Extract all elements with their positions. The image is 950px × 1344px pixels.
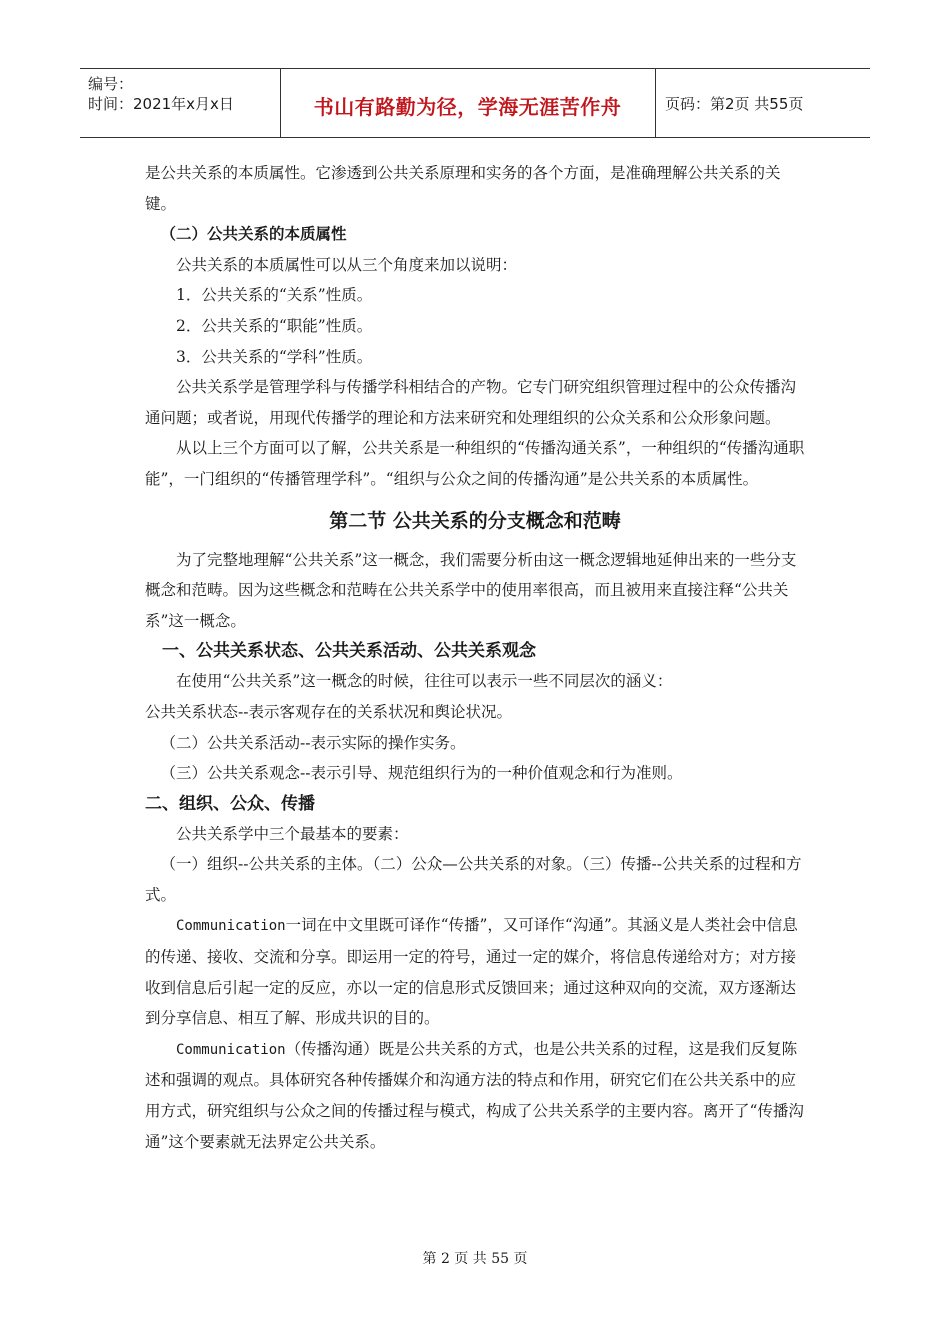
document-body xyxy=(145,158,805,1157)
header-page-label: 页码：第2页 共55页 xyxy=(665,95,804,113)
header-divider xyxy=(655,69,656,137)
paragraph-text: 一词在中文里既可译作“传播”，又可译作“沟通”。其涵义是人类社会中信息的传递、接收、交流和分享。即运用一定的符号，通过一定的媒介，将信息传递给对方；对方接收到信息后引起一定的反应，亦以一定的信息形式反馈回来；通过这种双向的交流，双方逐渐达到分享信息、相互了解、形成共识的目的。 xyxy=(145,916,798,1028)
english-term: Communication xyxy=(176,918,286,935)
paragraph: （三）公共关系观念--表示引导、规范组织行为的一种价值观念和行为准则。 xyxy=(160,764,683,783)
paragraph: 公共关系状态--表示客观存在的关系状况和舆论状况。 xyxy=(145,702,512,721)
paragraph: 公共关系学中三个最基本的要素： xyxy=(176,824,409,843)
list-item: 1．公共关系的“关系”性质。 xyxy=(176,286,373,305)
paragraph: 为了完整地理解“公共关系”这一概念，我们需要分析由这一概念逻辑地延伸出来的一些分支概念和范畴。因为这些概念和范畴在公共关系学中的使用率很高，而且被用来直接注释“公共关系”这一概念。 xyxy=(145,550,797,630)
paragraph xyxy=(145,910,805,1033)
paragraph: 是公共关系的本质属性。它渗透到公共关系原理和实务的各个方面，是准确理解公共关系的关键。 xyxy=(145,164,781,213)
paragraph: 从以上三个方面可以了解，公共关系是一种组织的“传播沟通关系”，一种组织的“传播沟通职能”，一门组织的“传播管理学科”。“组织与公众之间的传播沟通”是公共关系的本质属性。 xyxy=(145,439,805,488)
list-item: 3．公共关系的“学科”性质。 xyxy=(176,347,373,366)
sub-heading: （二）公共关系的本质属性 xyxy=(160,225,347,244)
paragraph: （一）组织--公共关系的主体。（二）公众—公共关系的对象。（三）传播--公共关系的过程和方式。 xyxy=(145,855,802,904)
serial-label: 编号： xyxy=(88,75,134,93)
paragraph: 在使用“公共关系”这一概念的时候，往往可以表示一些不同层次的涵义： xyxy=(176,672,673,691)
header-motto: 书山有路勤为径，学海无涯苦作舟 xyxy=(313,95,622,119)
paragraph: （二）公共关系活动--表示实际的操作实务。 xyxy=(160,733,466,752)
list-item: 2．公共关系的“职能”性质。 xyxy=(176,316,373,335)
document-header xyxy=(80,68,870,138)
time-label: 时间：2021年x月x日 xyxy=(88,95,234,113)
english-term: Communication xyxy=(176,1041,286,1058)
paragraph xyxy=(145,1034,805,1157)
heading: 一、公共关系状态、公共关系活动、公共关系观念 xyxy=(162,641,536,662)
header-meta xyxy=(80,69,280,137)
page-footer: 第 2 页 共 55 页 xyxy=(422,1251,528,1267)
paragraph: 公共关系的本质属性可以从三个角度来加以说明： xyxy=(176,255,518,274)
section-title: 第二节 公共关系的分支概念和范畴 xyxy=(329,509,621,532)
paragraph-text: （传播沟通）既是公共关系的方式，也是公共关系的过程，这是我们反复陈述和强调的观点。具体研究各种传播媒介和沟通方法的特点和作用，研究它们在公共关系中的应用方式，研究组织与公众之间的传播过程与模式，构成了公共关系学的主要内容。离开了“传播沟通”这个要素就无法界定公共关系。 xyxy=(145,1039,804,1151)
heading: 二、组织、公众、传播 xyxy=(145,793,315,814)
paragraph: 公共关系学是管理学科与传播学科相结合的产物。它专门研究组织管理过程中的公众传播沟通问题；或者说，用现代传播学的理论和方法来研究和处理组织的公众关系和公众形象问题。 xyxy=(145,378,797,427)
